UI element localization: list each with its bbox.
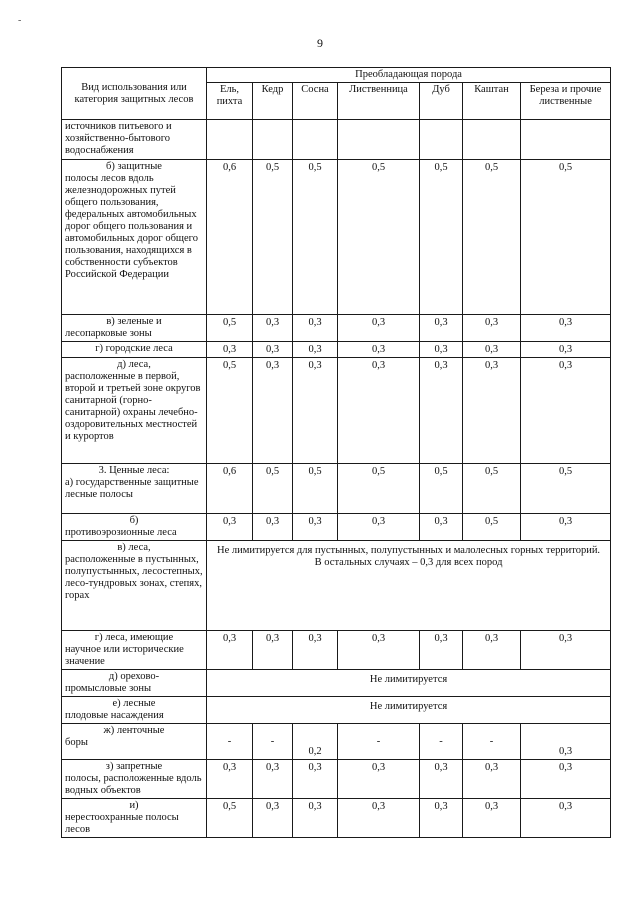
- value-cell: 0,3: [420, 342, 463, 358]
- category-lead: и): [129, 800, 139, 811]
- category-lead: в) зеленые и: [106, 316, 162, 327]
- value-cell: 0,3: [463, 342, 521, 358]
- value-cell: 0,5: [463, 160, 521, 315]
- value-cell: 0,5: [338, 464, 420, 514]
- header-species: Береза и прочие лиственные: [521, 83, 611, 120]
- value-cell: 0,3: [338, 514, 420, 541]
- table-row: [62, 541, 611, 631]
- value-cell: [463, 120, 521, 160]
- span-note-cell: Не лимитируется для пустынных, полупустынных и малолесных горных территорий. В остальных случаях – 0,3 для всех пород: [207, 541, 611, 631]
- value-cell: 0,6: [207, 160, 253, 315]
- value-cell: 0,3: [521, 342, 611, 358]
- value-cell: 0,3: [253, 631, 293, 670]
- category-lead: з) запретные: [105, 761, 163, 772]
- forest-table: [61, 67, 611, 838]
- category-text: полосы, расположенные вдоль водных объектов: [65, 773, 202, 796]
- value-cell: 0,3: [253, 514, 293, 541]
- value-cell: 0,3: [521, 631, 611, 670]
- table-row: [62, 799, 611, 838]
- value-cell: 0,3: [463, 358, 521, 464]
- category-lead: б) защитные: [106, 161, 162, 172]
- header-row: [62, 68, 611, 83]
- value-cell: 0,5: [207, 315, 253, 342]
- value-cell: 0,3: [293, 760, 338, 799]
- value-cell: 0,3: [338, 631, 420, 670]
- category-text: лесопарковые зоны: [65, 328, 152, 339]
- category-text: промысловые зоны: [65, 683, 152, 694]
- category-cell: [62, 342, 207, 358]
- value-cell: -: [207, 724, 253, 760]
- value-cell: 0,3: [253, 799, 293, 838]
- value-cell: [293, 120, 338, 160]
- category-cell: [62, 358, 207, 464]
- category-text: расположенные в пустынных, полупустынных, лесостепных, лесо-тундровых зонах, степях, горах: [65, 554, 203, 601]
- value-cell: 0,5: [253, 464, 293, 514]
- value-cell: 0,2: [293, 724, 338, 760]
- value-cell: 0,3: [521, 315, 611, 342]
- category-cell: [62, 160, 207, 315]
- table-row: [62, 315, 611, 342]
- category-text: источников питьевого и хозяйственно-бытового водоснабжения: [65, 121, 172, 156]
- value-cell: [253, 120, 293, 160]
- header-use-category: Вид использования или категория защитных лесов: [62, 68, 207, 120]
- value-cell: 0,3: [521, 724, 611, 760]
- value-cell: 0,3: [293, 342, 338, 358]
- value-cell: 0,3: [338, 342, 420, 358]
- page-number: 9: [317, 36, 323, 50]
- header-species: Ель, пихта: [207, 83, 253, 120]
- value-cell: 0,3: [293, 358, 338, 464]
- value-cell: 0,5: [338, 160, 420, 315]
- category-cell: [62, 631, 207, 670]
- table-row: [62, 631, 611, 670]
- category-lead: 3. Ценные леса:: [98, 465, 170, 476]
- value-cell: 0,3: [207, 631, 253, 670]
- category-text: боры: [65, 737, 88, 748]
- page-mark: -: [18, 15, 22, 26]
- value-cell: 0,3: [253, 342, 293, 358]
- value-cell: -: [420, 724, 463, 760]
- value-cell: 0,5: [253, 160, 293, 315]
- category-cell: [62, 315, 207, 342]
- value-cell: 0,3: [463, 799, 521, 838]
- value-cell: 0,3: [521, 514, 611, 541]
- value-cell: 0,5: [207, 358, 253, 464]
- table-row: [62, 342, 611, 358]
- header-species-group: Преобладающая порода: [207, 68, 611, 83]
- category-lead: ж) ленточные: [103, 725, 165, 736]
- table-row: [62, 120, 611, 160]
- header-species: Лиственница: [338, 83, 420, 120]
- value-cell: 0,3: [338, 799, 420, 838]
- value-cell: [207, 120, 253, 160]
- value-cell: 0,3: [338, 760, 420, 799]
- value-cell: 0,3: [521, 358, 611, 464]
- value-cell: 0,3: [253, 315, 293, 342]
- category-cell: [62, 670, 207, 697]
- category-text: плодовые насаждения: [65, 710, 164, 721]
- value-cell: 0,5: [293, 464, 338, 514]
- category-lead: е) лесные: [112, 698, 156, 709]
- span-note-cell: Не лимитируется: [207, 670, 611, 697]
- header-species: Кедр: [253, 83, 293, 120]
- category-cell: [62, 799, 207, 838]
- category-text: противоэрозионные леса: [65, 527, 177, 538]
- value-cell: 0,6: [207, 464, 253, 514]
- category-cell: [62, 541, 207, 631]
- category-lead: г) городские леса: [95, 343, 173, 354]
- category-cell: [62, 514, 207, 541]
- value-cell: -: [338, 724, 420, 760]
- value-cell: 0,3: [420, 315, 463, 342]
- category-lead: д) орехово-: [108, 671, 160, 682]
- value-cell: 0,3: [293, 799, 338, 838]
- value-cell: [338, 120, 420, 160]
- category-cell: [62, 760, 207, 799]
- value-cell: [521, 120, 611, 160]
- table-row: [62, 670, 611, 697]
- value-cell: 0,3: [293, 631, 338, 670]
- category-text: а) государственные защитные лесные полосы: [65, 477, 199, 500]
- value-cell: 0,3: [293, 514, 338, 541]
- category-lead: в) леса,: [117, 542, 151, 553]
- category-text: полосы лесов вдоль железнодорожных путей общего пользования, федеральных автомобильных дорог общего пользования и автомобильных дорог общего пользования, находящихся в собственности субъектов Российской Федерации: [65, 173, 198, 280]
- value-cell: 0,3: [420, 631, 463, 670]
- value-cell: 0,3: [463, 760, 521, 799]
- span-note-cell: Не лимитируется: [207, 697, 611, 724]
- value-cell: 0,3: [338, 315, 420, 342]
- value-cell: 0,3: [420, 799, 463, 838]
- value-cell: 0,3: [420, 514, 463, 541]
- table-row: [62, 724, 611, 760]
- table-row: [62, 160, 611, 315]
- value-cell: 0,3: [207, 514, 253, 541]
- value-cell: 0,3: [293, 315, 338, 342]
- value-cell: -: [253, 724, 293, 760]
- category-cell: [62, 697, 207, 724]
- table-row: [62, 464, 611, 514]
- value-cell: 0,3: [521, 760, 611, 799]
- value-cell: 0,3: [420, 760, 463, 799]
- value-cell: 0,3: [207, 342, 253, 358]
- value-cell: 0,5: [521, 160, 611, 315]
- table-row: [62, 697, 611, 724]
- value-cell: 0,5: [463, 514, 521, 541]
- category-lead: б): [129, 515, 139, 526]
- value-cell: 0,3: [253, 760, 293, 799]
- value-cell: 0,3: [338, 358, 420, 464]
- category-lead: д) леса,: [117, 359, 151, 370]
- value-cell: 0,3: [463, 315, 521, 342]
- category-cell: [62, 120, 207, 160]
- category-text: научное или исторические значение: [65, 644, 184, 667]
- category-text: нерестоохранные полосы лесов: [65, 812, 179, 835]
- value-cell: 0,5: [420, 464, 463, 514]
- value-cell: 0,3: [420, 358, 463, 464]
- table-body: [62, 68, 611, 838]
- header-species: Каштан: [463, 83, 521, 120]
- value-cell: 0,3: [253, 358, 293, 464]
- category-cell: [62, 724, 207, 760]
- table-row: [62, 760, 611, 799]
- value-cell: -: [463, 724, 521, 760]
- category-text: расположенные в первой, второй и третьей зоне округов санитарной (горно-санитарной) охраны лечебно-оздоровительных местностей и курортов: [65, 371, 201, 442]
- table-row: [62, 514, 611, 541]
- value-cell: 0,3: [207, 760, 253, 799]
- table-row: [62, 358, 611, 464]
- category-lead: г) леса, имеющие: [94, 632, 174, 643]
- value-cell: 0,5: [463, 464, 521, 514]
- value-cell: 0,3: [463, 631, 521, 670]
- value-cell: 0,5: [420, 160, 463, 315]
- category-cell: [62, 464, 207, 514]
- value-cell: 0,5: [521, 464, 611, 514]
- value-cell: 0,5: [207, 799, 253, 838]
- value-cell: [420, 120, 463, 160]
- value-cell: 0,3: [521, 799, 611, 838]
- value-cell: 0,5: [293, 160, 338, 315]
- header-species: Сосна: [293, 83, 338, 120]
- header-species: Дуб: [420, 83, 463, 120]
